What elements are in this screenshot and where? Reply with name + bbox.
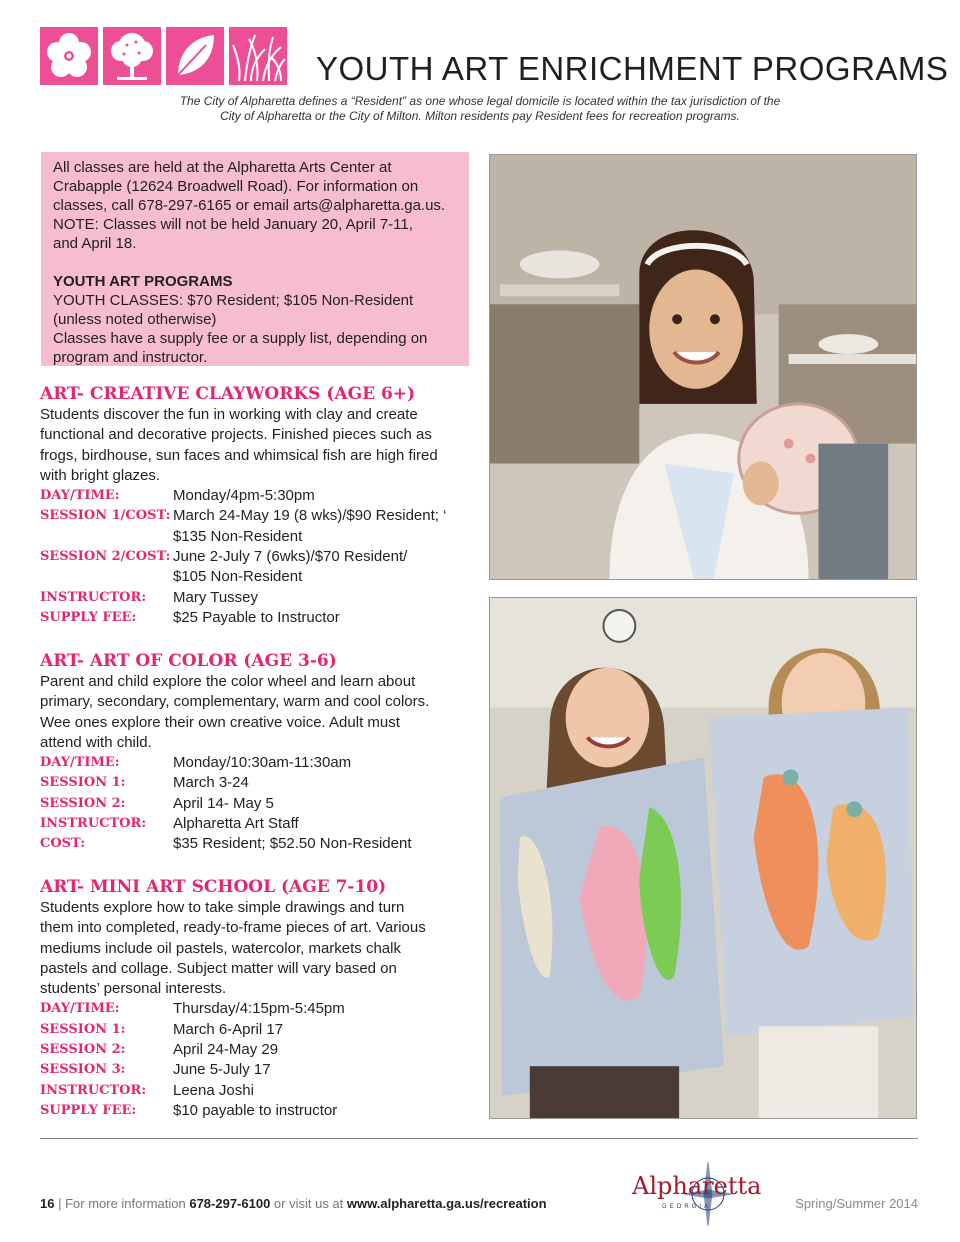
detail-label: SESSION 2: (40, 1042, 126, 1058)
detail-row (40, 834, 480, 854)
detail-row (40, 527, 480, 547)
detail-label: SESSION 1/COST: (40, 508, 171, 524)
section-desc-line: with bright glazes. (40, 466, 161, 484)
detail-label: INSTRUCTOR: (40, 589, 147, 605)
detail-label: SESSION 2/COST: (40, 549, 171, 565)
section-mini-art-school (40, 876, 480, 1121)
detail-label: SESSION 1: (40, 775, 126, 791)
detail-row (40, 999, 480, 1019)
detail-label: SESSION 2: (40, 795, 126, 811)
section-desc-line: primary, secondary, complementary, warm and cool colors. (40, 693, 430, 711)
detail-value: March 24-May 19 (8 wks)/$90 Resident; ‘ (173, 507, 447, 525)
footer-info-text: For more information (65, 1196, 190, 1211)
detail-value: Mary Tussey (173, 588, 259, 606)
detail-label: DAY/TIME: (40, 488, 120, 504)
detail-value: April 14- May 5 (173, 794, 274, 812)
detail-row (40, 547, 480, 567)
detail-value: Monday/10:30am-11:30am (173, 754, 352, 772)
header-icons (40, 27, 287, 85)
detail-row (40, 1020, 480, 1040)
grass-icon (229, 27, 287, 85)
section-desc-line: frogs, birdhouse, sun faces and whimsical fish are high fired (40, 446, 438, 464)
detail-label: SUPPLY FEE: (40, 609, 137, 625)
section-desc-line: functional and decorative projects. Finished pieces such as (40, 426, 432, 444)
section-desc-line: mediums include oil pastels, watercolor, markets chalk (40, 939, 401, 957)
footer-separator: | (54, 1196, 66, 1211)
resident-note-line: City of Alpharetta or the City of Milton. Milton residents pay Resident fees for recreation programs. (220, 109, 740, 123)
detail-label: DAY/TIME: (40, 1001, 120, 1017)
detail-row (40, 588, 480, 608)
page-title: YOUTH ART ENRICHMENT PROGRAMS (316, 50, 949, 87)
detail-row (40, 753, 480, 773)
detail-value: June 5-July 17 (173, 1061, 271, 1079)
section-title: ART- ART OF COLOR (AGE 3-6) (40, 651, 337, 671)
detail-value: Monday/4pm-5:30pm (173, 487, 315, 505)
detail-label: SUPPLY FEE: (40, 1102, 137, 1118)
detail-label: SESSION 3: (40, 1062, 126, 1078)
info-box (41, 152, 469, 366)
tree-icon (103, 27, 161, 85)
info-line: and April 18. (53, 235, 137, 252)
detail-value: Thursday/4:15pm-5:45pm (173, 1000, 345, 1018)
detail-label: COST: (40, 836, 86, 852)
leaf-icon (166, 27, 224, 85)
info-line: All classes are held at the Alpharetta Arts Center at (53, 159, 392, 176)
section-claywork (40, 383, 480, 628)
footer-phone: 678-297-6100 (189, 1196, 271, 1211)
detail-label: DAY/TIME: (40, 755, 120, 771)
alpharetta-logo (632, 1160, 762, 1228)
section-desc-line: pastels and collage. Subject matter will vary based on (40, 959, 397, 977)
detail-row (40, 506, 480, 526)
detail-value: Alpharetta Art Staff (173, 815, 299, 833)
detail-row (40, 794, 480, 814)
footer-divider (40, 1138, 918, 1139)
info-line: program and instructor. (53, 349, 208, 366)
detail-label (40, 567, 173, 587)
detail-value: March 6-April 17 (173, 1020, 284, 1038)
info-heading: YOUTH ART PROGRAMS (53, 273, 233, 290)
section-desc-line: attend with child. (40, 733, 152, 751)
detail-label: INSTRUCTOR: (40, 816, 147, 832)
resident-note-line: The City of Alpharetta defines a “Resident” as one whose legal domicile is located within the tax jurisdiction of the (179, 94, 781, 108)
info-line: NOTE: Classes will not be held January 20, April 7-11, (53, 216, 413, 233)
section-title: ART- MINI ART SCHOOL (AGE 7-10) (40, 877, 387, 897)
logo-wordmark: Alpharetta (632, 1172, 762, 1200)
info-line: classes, call 678-297-6165 or email arts@alpharetta.ga.us. (53, 197, 446, 214)
detail-row (40, 1060, 480, 1080)
detail-row (40, 1040, 480, 1060)
detail-value: April 24-May 29 (173, 1041, 279, 1059)
detail-label: SESSION 1: (40, 1021, 126, 1037)
detail-row (40, 567, 480, 587)
detail-row (40, 486, 480, 506)
detail-value: March 3-24 (173, 774, 249, 792)
info-line: Crabapple (12624 Broadwell Road). For information on (53, 178, 419, 195)
detail-value: $35 Resident; $52.50 Non-Resident (173, 835, 412, 853)
info-line: (unless noted otherwise) (53, 311, 217, 328)
footer-visit-text: or visit us at (270, 1196, 347, 1211)
photo-girl-with-clay-plate (489, 154, 917, 580)
section-art-of-color (40, 650, 480, 855)
footer-url[interactable]: www.alpharetta.ga.us/recreation (346, 1196, 547, 1211)
info-line: Classes have a supply fee or a supply list, depending on (53, 330, 428, 347)
detail-value: $10 payable to instructor (173, 1101, 338, 1119)
section-desc-line: Parent and child explore the color wheel and learn about (40, 673, 416, 690)
section-desc-line: Students explore how to take simple drawings and turn (40, 899, 405, 916)
detail-row (40, 1081, 480, 1101)
detail-value: $25 Payable to Instructor (173, 608, 340, 626)
section-desc-line: Wee ones explore their own creative voice. Adult must (40, 713, 400, 731)
season-label: Spring/Summer 2014 (795, 1196, 918, 1211)
section-title: ART- CREATIVE CLAYWORKS (AGE 6+) (40, 384, 416, 404)
detail-value: June 2-July 7 (6wks)/$70 Resident/ (173, 548, 408, 566)
detail-row (40, 1101, 480, 1121)
section-desc-line: Students discover the fun in working with clay and create (40, 406, 418, 423)
photo-girls-with-fish-drawings (489, 597, 917, 1119)
detail-row (40, 608, 480, 628)
detail-value: $135 Non-Resident (173, 527, 303, 545)
detail-value: Leena Joshi (173, 1081, 254, 1099)
detail-label: INSTRUCTOR: (40, 1082, 147, 1098)
info-line: YOUTH CLASSES: $70 Resident; $105 Non-Resident (53, 292, 414, 309)
flower-icon (40, 27, 98, 85)
section-desc-line: them into completed, ready-to-frame pieces of art. Various (40, 919, 426, 937)
footer-info (40, 1196, 547, 1211)
section-desc-line: students’ personal interests. (40, 980, 227, 998)
detail-row (40, 773, 480, 793)
detail-row (40, 814, 480, 834)
detail-label (40, 527, 173, 547)
resident-note (120, 94, 840, 124)
page-number: 16 (40, 1196, 55, 1211)
logo-subtext: GEORGIA (662, 1204, 712, 1210)
detail-value: $105 Non-Resident (173, 568, 303, 586)
